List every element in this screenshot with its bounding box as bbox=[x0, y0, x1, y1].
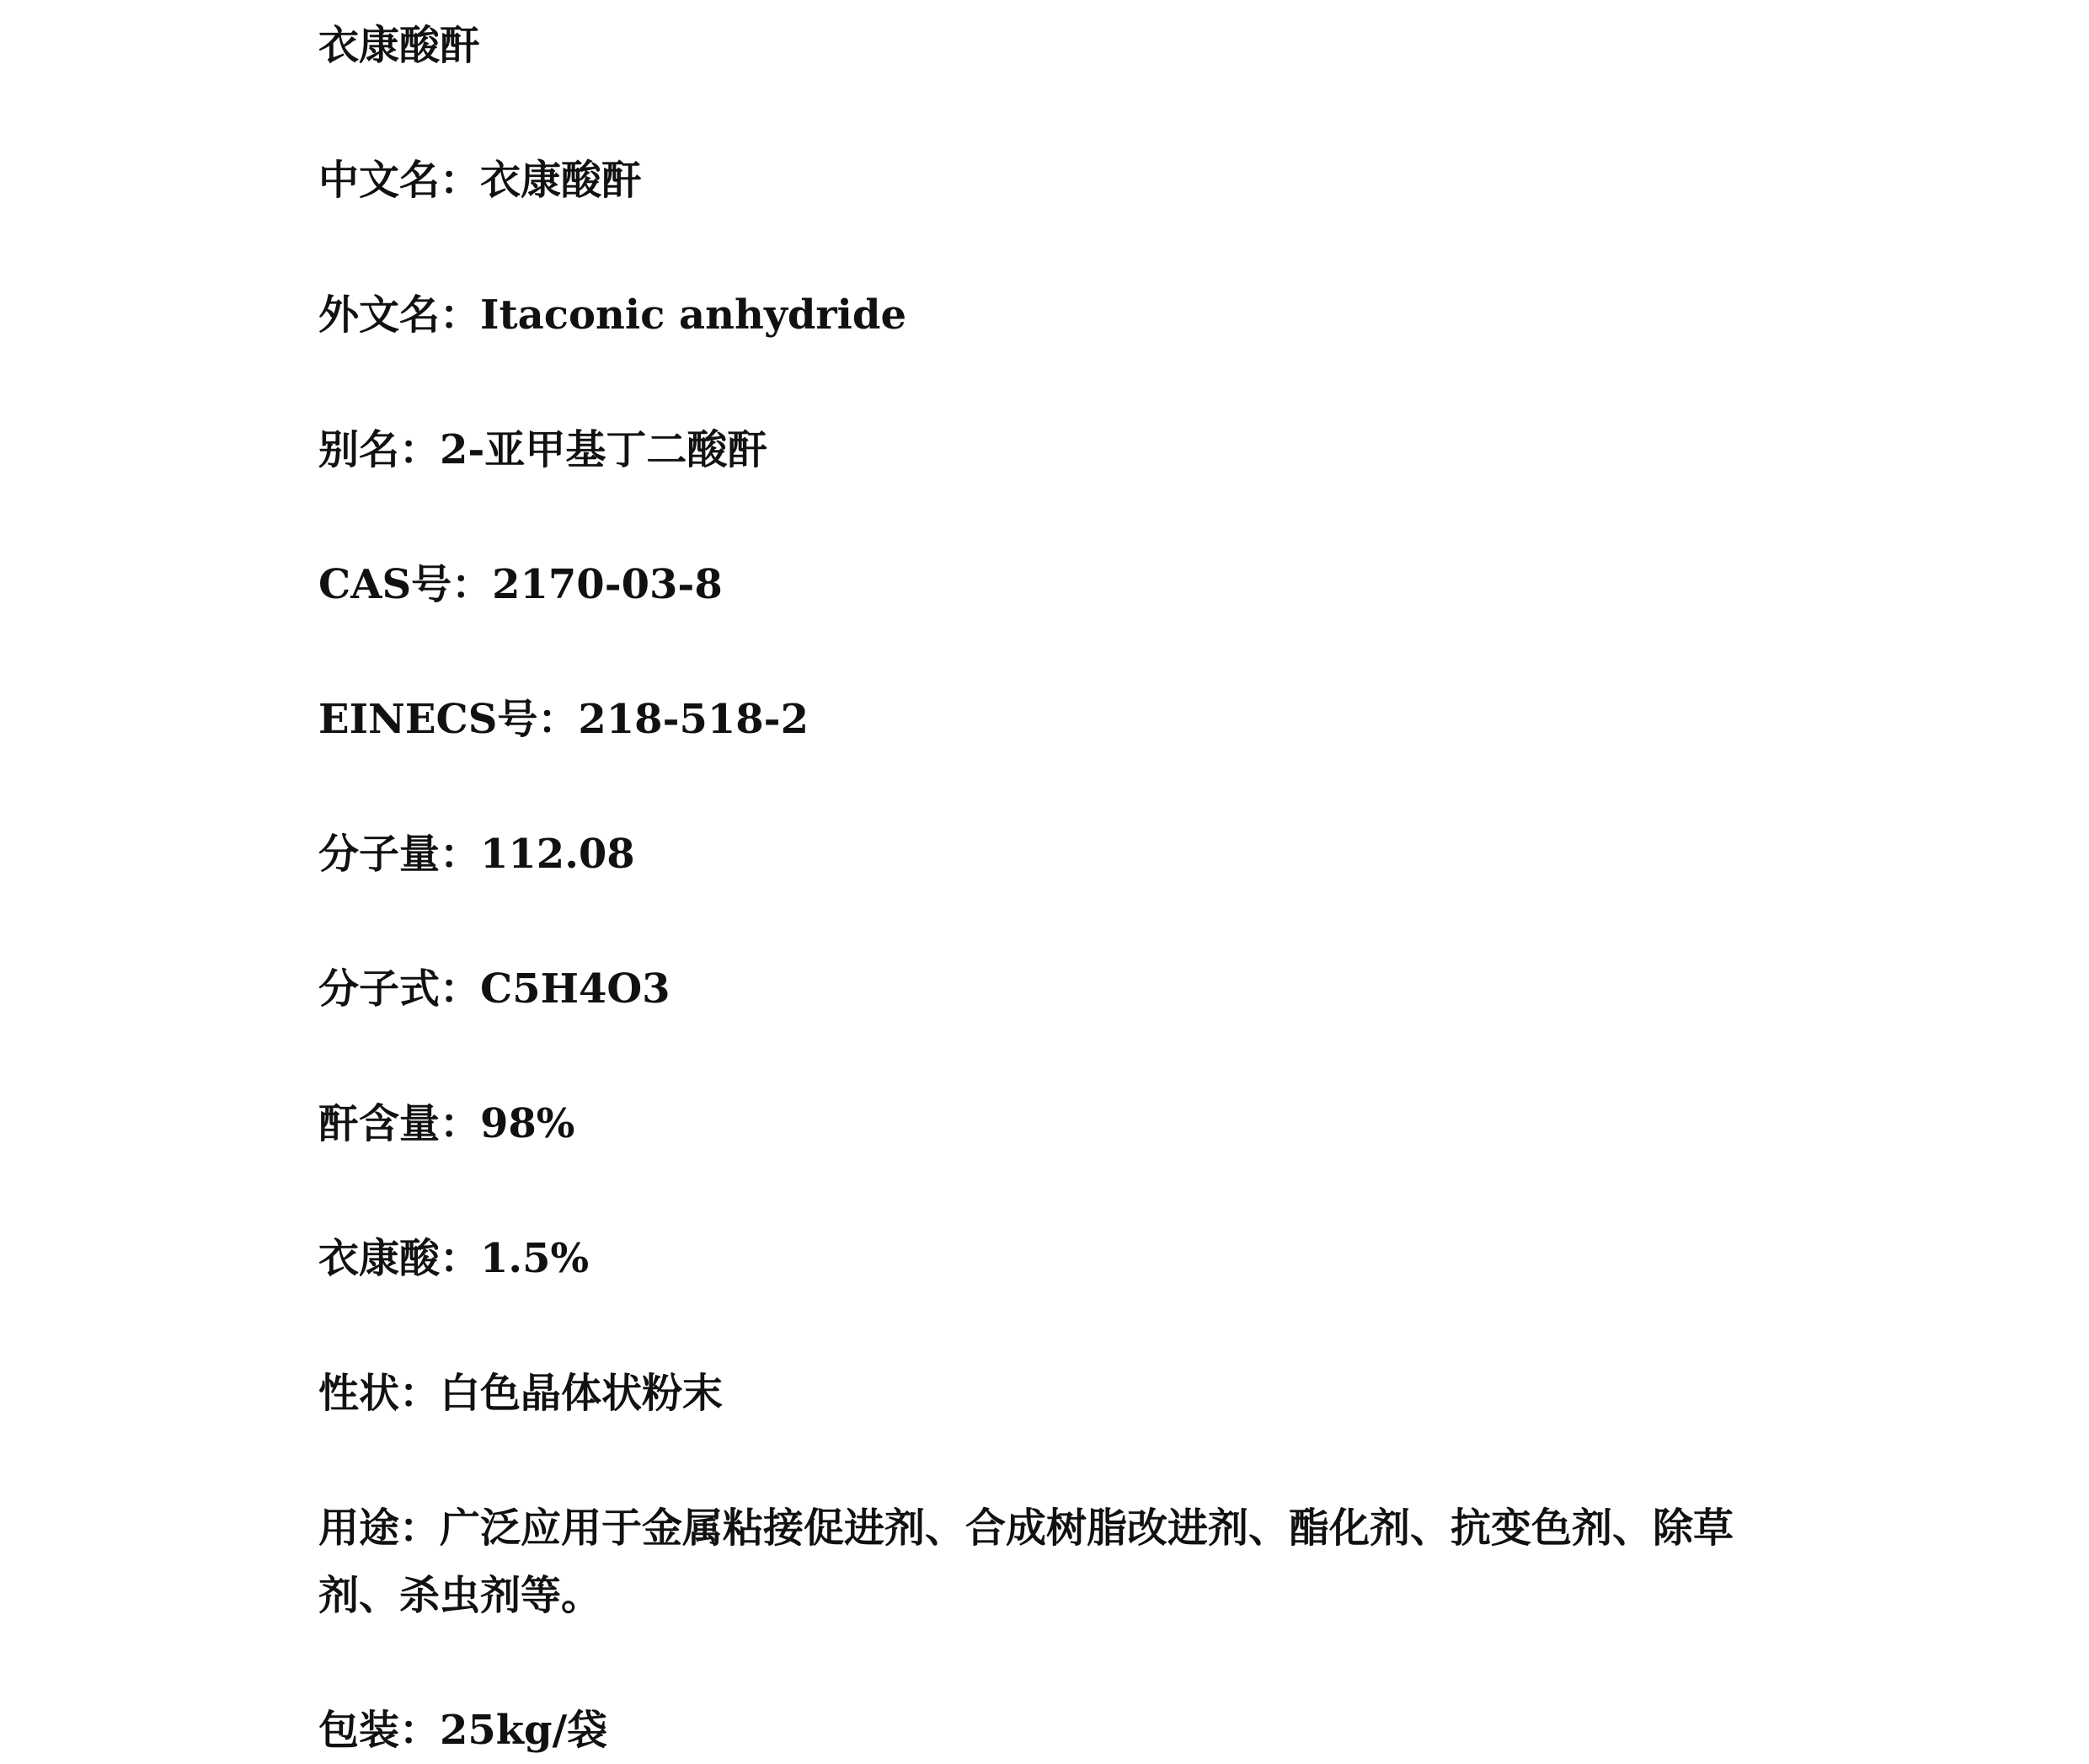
packaging-line: 包装：25kg/袋 bbox=[318, 1707, 608, 1754]
einecs-number-line: EINECS号：218-518-2 bbox=[318, 696, 809, 743]
foreign-name-line: 外文名：Itaconic anhydride bbox=[318, 291, 907, 339]
itaconic-acid-line: 衣康酸：1.5% bbox=[318, 1235, 590, 1282]
document-title: 衣康酸酐 bbox=[318, 22, 481, 69]
molecular-formula-line: 分子式：C5H4O3 bbox=[318, 965, 671, 1013]
molecular-weight-line: 分子量：112.08 bbox=[318, 831, 635, 878]
appearance-line: 性状：白色晶体状粉末 bbox=[318, 1370, 724, 1417]
cas-number-line: CAS号：2170-03-8 bbox=[318, 561, 723, 608]
product-spec-document bbox=[318, 12, 1801, 1764]
uses-line: 用途：广泛应用于金属粘接促进剂、合成树脂改进剂、酯化剂、抗变色剂、除草剂、杀虫剂等。 bbox=[318, 1505, 1734, 1619]
alias-line: 别名：2-亚甲基丁二酸酐 bbox=[318, 426, 768, 473]
anhydride-content-line: 酐含量：98% bbox=[318, 1100, 575, 1147]
chinese-name-line: 中文名：衣康酸酐 bbox=[318, 157, 643, 204]
